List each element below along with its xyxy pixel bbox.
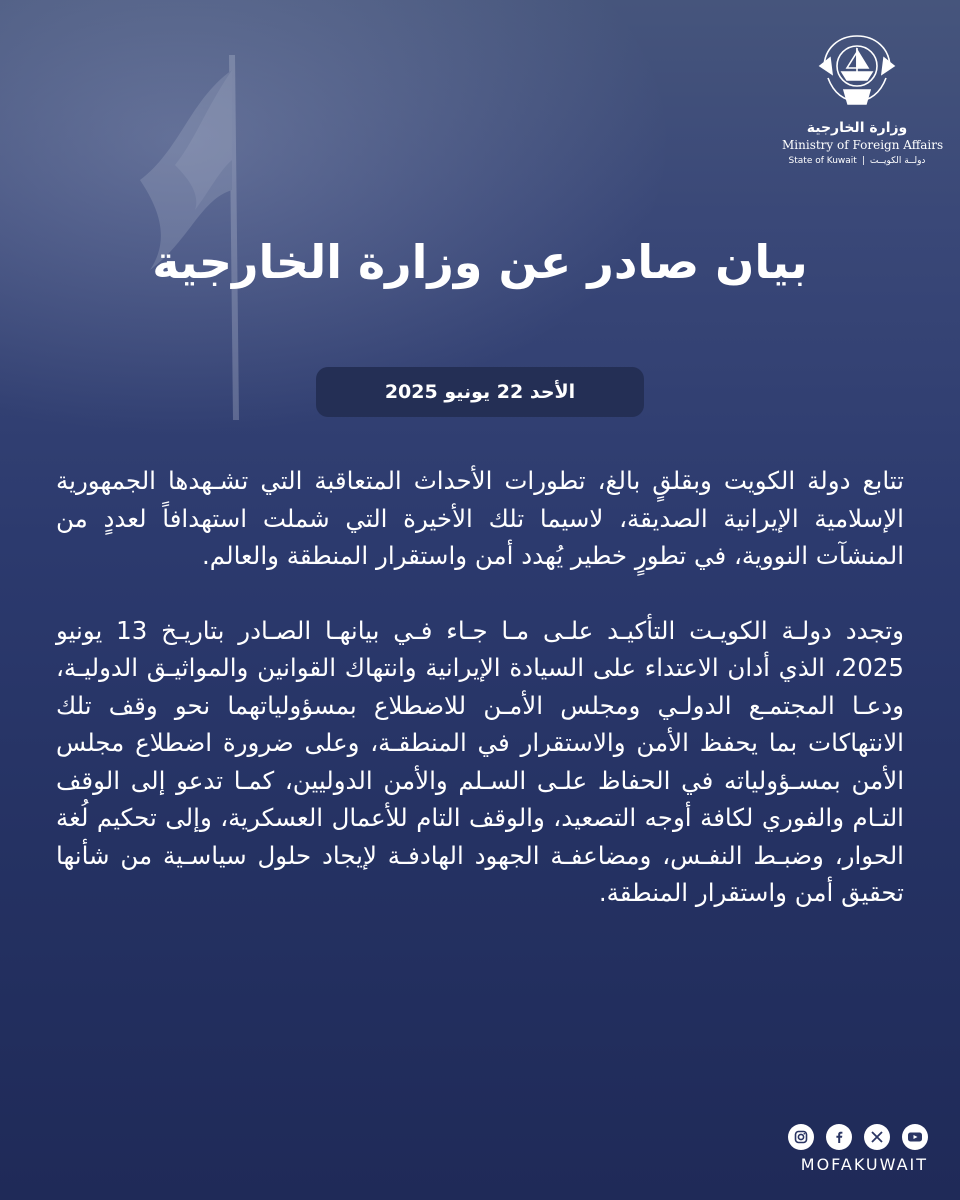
date-badge <box>316 367 644 417</box>
statement-paragraph-2: وتجدد دولـة الكويـت التأكيـد علـى مـا جـاء فـي بيانهـا الصـادر بتاريـخ 13 يونيو 2025، الذي أدان الاعتداء على السيادة الإيرانية وانتهاك القوانين والمواثيـق الدوليـة، ودعـا المجتمـع الدولـي ومجلس الأمـن للاضطلاع بمسؤولياتهما نحو وقف تلك الانتهاكات بما يحفظ الأمن والاستقرار في المنطقـة، وعلى ضرورة اضطلاع مجلس الأمن بمسـؤولياته في الحفاظ علـى السـلم والأمن الدوليين، كمـا تدعو إلى الوقف التـام والفوري لكافة أوجه التصعيد، والوقف التام للأعمال العسكرية، وإلى تحكيم لُغة الحوار، وضبـط النفـس، ومضاعفـة الجهود الهادفـة لإيجاد حلول سياسـية من شأنها تحقيق أمن واستقرار المنطقة. <box>56 615 904 907</box>
ministry-logo <box>782 28 944 166</box>
kuwait-emblem-icon <box>814 28 900 114</box>
state-line <box>782 156 932 166</box>
state-name-english: State of Kuwait <box>788 156 857 166</box>
x-icon[interactable] <box>864 1124 890 1150</box>
page-title: بيان صادر عن وزارة الخارجية <box>152 235 808 289</box>
social-icons <box>788 1124 928 1150</box>
ministry-name-english: Ministry of Foreign Affairs <box>782 138 944 152</box>
instagram-icon[interactable] <box>788 1124 814 1150</box>
date-text: الأحد 22 يونيو 2025 <box>384 381 576 403</box>
state-name-arabic: دولــة الكويــت <box>869 156 926 166</box>
background-flag-image <box>0 0 420 420</box>
statement-body <box>56 462 904 949</box>
state-separator: | <box>861 156 865 166</box>
statement-paragraph-1: تتابع دولة الكويت وبقلقٍ بالغ، تطورات الأحداث المتعاقبة التي تشـهدها الجمهورية الإسلامية الإيرانية الصديقة، لاسيما تلك الأخيرة التي شملت استهدافاً لعددٍ من المنشآت النووية، في تطورٍ خطير يُهدد أمن واستقرار المنطقة والعالم. <box>56 466 904 570</box>
social-handle: MOFAKUWAIT <box>800 1155 928 1174</box>
facebook-icon[interactable] <box>826 1124 852 1150</box>
youtube-icon[interactable] <box>902 1124 928 1150</box>
ministry-name-arabic: وزارة الخارجية <box>806 120 908 136</box>
